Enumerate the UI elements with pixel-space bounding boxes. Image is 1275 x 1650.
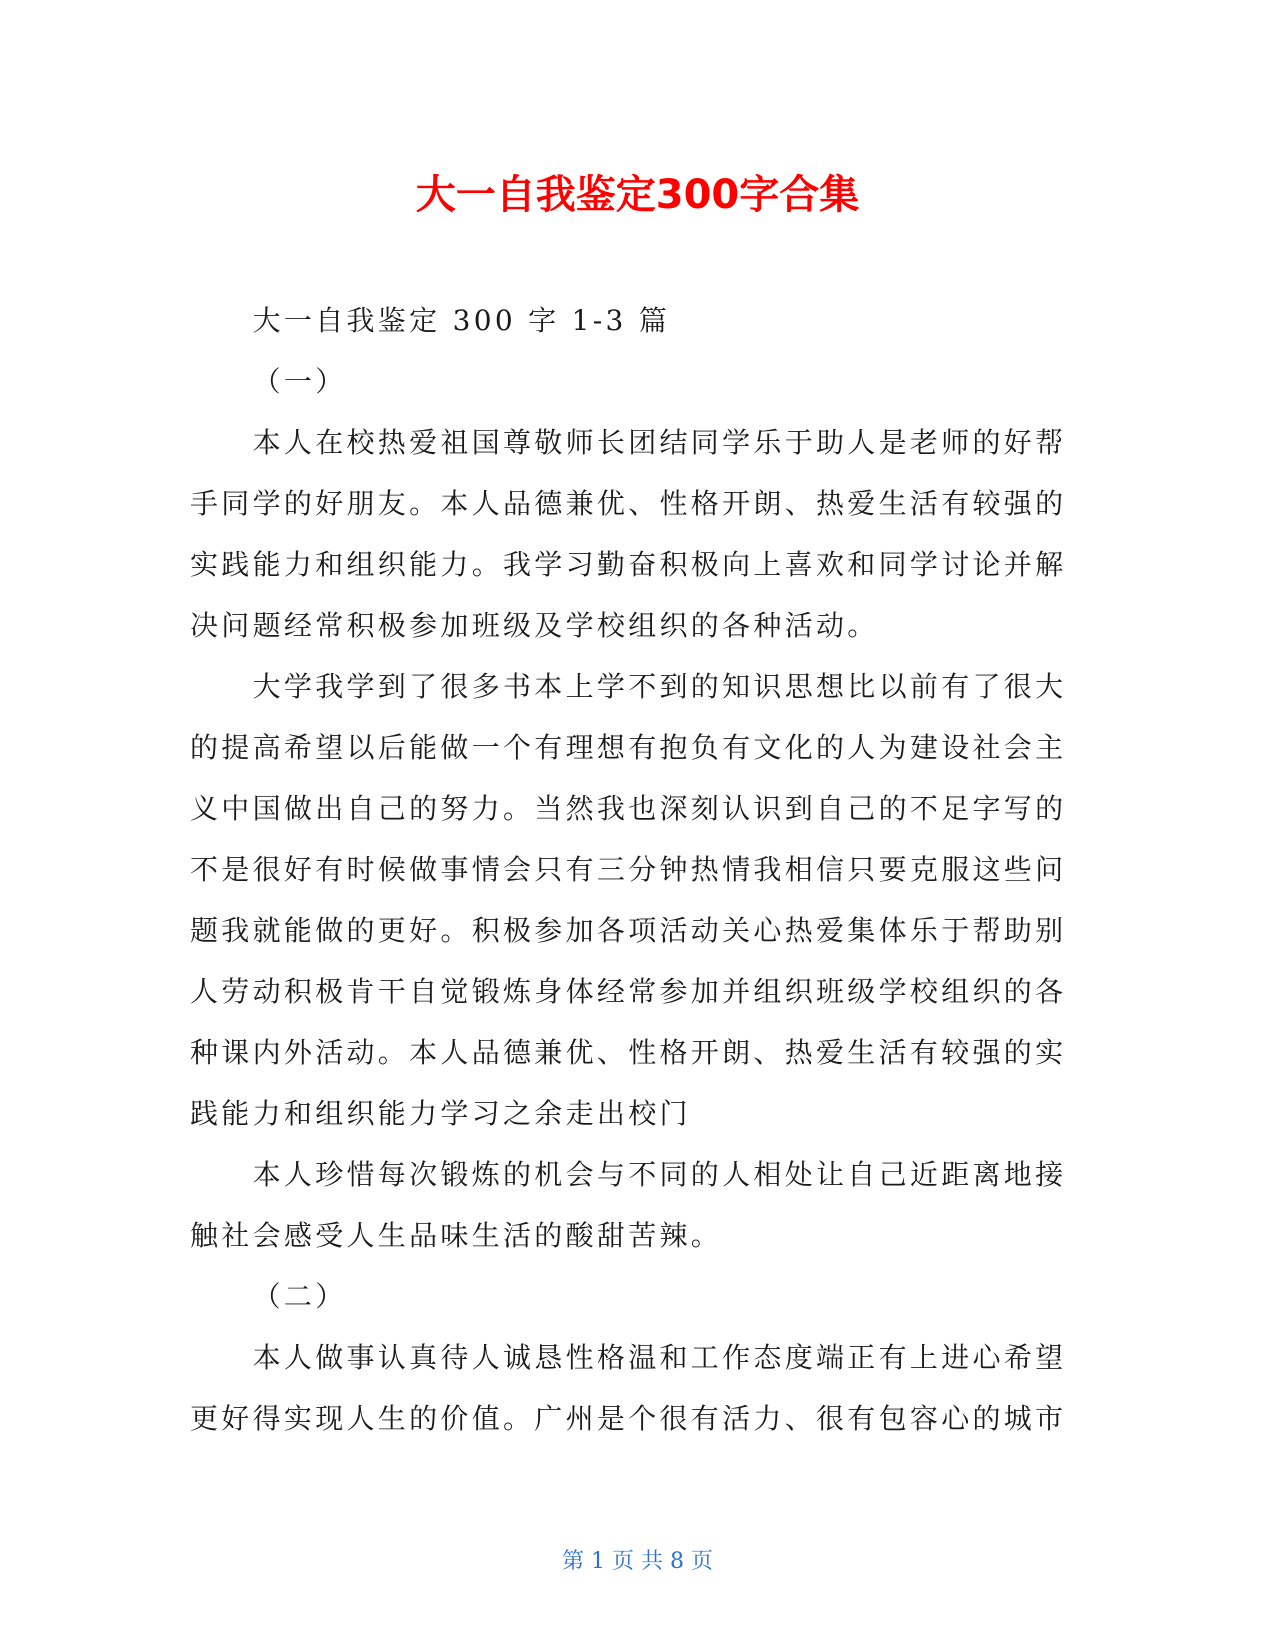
paragraph <box>190 656 1090 1144</box>
text-line: 大学我学到了很多书本上学不到的知识思想比以前有了很大 <box>252 670 1067 703</box>
text-line: 手同学的好朋友。本人品德兼优、性格开朗、热爱生活有较强的 <box>190 487 1067 520</box>
text-line: 的提高希望以后能做一个有理想有抱负有文化的人为建设社会主 <box>190 731 1067 764</box>
text-line: 种课内外活动。本人品德兼优、性格开朗、热爱生活有较强的实 <box>190 1036 1067 1069</box>
paragraph-subtitle <box>190 290 1090 351</box>
document-title: 大一自我鉴定300字合集 <box>415 172 860 218</box>
paragraph <box>190 1144 1090 1266</box>
text-line: 触社会感受人生品味生活的酸甜苦辣。 <box>190 1219 723 1252</box>
paragraph <box>190 412 1090 656</box>
text-line: 决问题经常积极参加班级及学校组织的各种活动。 <box>190 609 879 642</box>
text-line: 义中国做出自己的努力。当然我也深刻认识到自己的不足字写的 <box>190 792 1067 825</box>
text-line: 本人在校热爱祖国尊敬师长团结同学乐于助人是老师的好帮 <box>252 426 1067 459</box>
text-line: 人劳动积极肯干自觉锻炼身体经常参加并组织班级学校组织的各 <box>190 975 1067 1008</box>
text-line: 不是很好有时候做事情会只有三分钟热情我相信只要克服这些问 <box>190 853 1067 886</box>
text-line: 更好得实现人生的价值。广州是个很有活力、很有包容心的城市 <box>190 1402 1067 1435</box>
section-heading-one <box>190 351 1090 412</box>
text-line: （二） <box>252 1280 347 1313</box>
text-line: （一） <box>252 365 347 398</box>
section-heading-two <box>190 1266 1090 1327</box>
text-line: 大一自我鉴定 300 字 1-3 篇 <box>252 304 671 337</box>
text-line: 践能力和组织能力学习之余走出校门 <box>190 1097 691 1130</box>
page-number-footer: 第 1 页 共 8 页 <box>562 1549 713 1574</box>
text-line: 本人珍惜每次锻炼的机会与不同的人相处让自己近距离地接 <box>252 1158 1067 1191</box>
text-line: 题我就能做的更好。积极参加各项活动关心热爱集体乐于帮助别 <box>190 914 1067 947</box>
text-line: 实践能力和组织能力。我学习勤奋积极向上喜欢和同学讨论并解 <box>190 548 1067 581</box>
document-body <box>190 290 1090 1449</box>
paragraph <box>190 1327 1090 1449</box>
text-line: 本人做事认真待人诚恳性格温和工作态度端正有上进心希望 <box>252 1341 1067 1374</box>
